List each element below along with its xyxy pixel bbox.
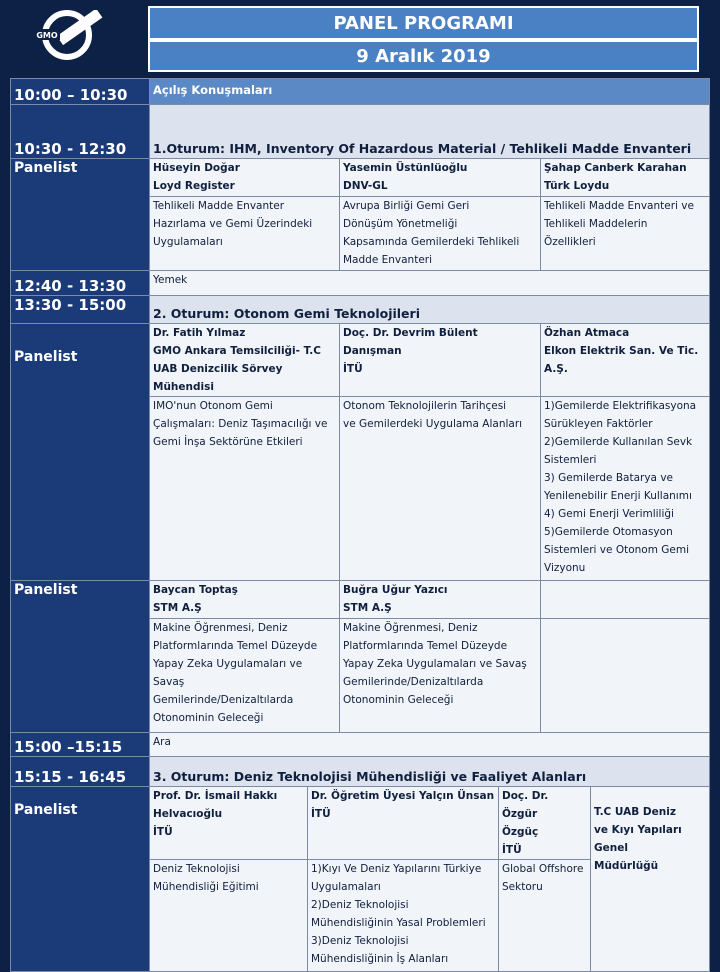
topic-4-1: Deniz Teknolojisi Mühendisliği Eğitimi	[150, 860, 308, 972]
panelist-4-3: Doç. Dr. Özgür Özgüç İTÜ	[499, 787, 591, 860]
panelist-1-1: Hüseyin Doğar Loyd Register	[150, 159, 340, 197]
panelist-2-1: Dr. Fatih Yılmaz GMO Ankara Temsilciliği- T.C UAB Denizcilik Sörvey Mühendisi	[150, 324, 340, 397]
row-opening	[11, 79, 710, 105]
time-session2: 13:30 - 15:00	[11, 296, 150, 324]
topic-4-3: Global Offshore Sektoru	[499, 860, 591, 972]
topic-3-1: Makine Öğrenmesi, Deniz Platformlarında Temel Düzeyde Yapay Zeka Uygulamaları ve Savaş Gemilerinde/Denizaltılarda Otonominin Geleceği	[150, 619, 340, 733]
opening-title: Açılış Konuşmaları	[150, 79, 710, 105]
time-lunch: 12:40 - 13:30	[11, 271, 150, 296]
time-opening: 10:00 – 10:30	[11, 79, 150, 105]
break-title: Ara	[150, 733, 710, 757]
lunch-title: Yemek	[150, 271, 710, 296]
schedule-table	[10, 78, 710, 972]
topic-4-2: 1)Kıyı Ve Deniz Yapılarını Türkiye Uygulamaları 2)Deniz Teknolojisi Mühendisliğinin Yasal Problemleri 3)Deniz Teknolojisi Mühendisliğinin İş Alanları	[308, 860, 499, 972]
panelist-4-4: T.C UAB Deniz ve Kıyı Yapıları Genel Müdürlüğü	[591, 787, 710, 972]
row-session2-head	[11, 296, 710, 324]
panelist-2-3: Özhan Atmaca Elkon Elektrik San. Ve Tic. A.Ş.	[541, 324, 710, 397]
time-break: 15:00 –15:15	[11, 733, 150, 757]
row-break	[11, 733, 710, 757]
topic-1-1: Tehlikeli Madde Envanter Hazırlama ve Gemi Üzerindeki Uygulamaları	[150, 197, 340, 271]
panelist-label-3: Panelist	[11, 581, 150, 733]
panelist-label-4: Panelist	[11, 787, 150, 972]
topic-1-3: Tehlikeli Madde Envanteri ve Tehlikeli Maddelerin Özellikleri	[541, 197, 710, 271]
time-session3: 15:15 - 16:45	[11, 757, 150, 787]
panelist-3-2: Buğra Uğur Yazıcı STM A.Ş	[340, 581, 541, 619]
topic-3-3-empty	[541, 619, 710, 733]
topic-2-1: IMO'nun Otonom Gemi Çalışmaları: Deniz Taşımacılığı ve Gemi İnşa Sektörüne Etkileri	[150, 397, 340, 581]
program-title: PANEL PROGRAMI	[148, 6, 699, 40]
program-date: 9 Aralık 2019	[148, 40, 699, 72]
panelist-label-2: Panelist	[11, 324, 150, 581]
panelist-2-2: Doç. Dr. Devrim Bülent Danışman İTÜ	[340, 324, 541, 397]
row-session3-head	[11, 757, 710, 787]
session2-title: 2. Oturum: Otonom Gemi Teknolojileri	[150, 296, 710, 324]
topic-2-2: Otonom Teknolojilerin Tarihçesi ve Gemilerdeki Uygulama Alanları	[340, 397, 541, 581]
row-session1-panelists	[11, 159, 710, 197]
svg-text:GMO: GMO	[36, 31, 58, 40]
session3-title: 3. Oturum: Deniz Teknolojisi Mühendisliği ve Faaliyet Alanları	[150, 757, 710, 787]
topic-1-2: Avrupa Birliği Gemi Geri Dönüşüm Yönetmeliği Kapsamında Gemilerdeki Tehlikeli Madde Envanteri	[340, 197, 541, 271]
topic-2-3: 1)Gemilerde Elektrifikasyona Sürükleyen Faktörler 2)Gemilerde Kullanılan Sevk Sistemleri 3) Gemilerde Batarya ve Yenilenebilir Enerji Kullanımı 4) Gemi Enerji Verimliliği 5)Gemilerde Otomasyon Sistemleri ve Otonom Gemi Vizyonu	[541, 397, 710, 581]
row-lunch	[11, 271, 710, 296]
topic-3-2: Makine Öğrenmesi, Deniz Platformlarında Temel Düzeyde Yapay Zeka Uygulamaları ve Savaş Gemilerinde/Denizaltılarda Otonominin Geleceği	[340, 619, 541, 733]
panelist-label-1: Panelist	[11, 159, 150, 271]
panelist-4-1: Prof. Dr. İsmail Hakkı Helvacıoğlu İTÜ	[150, 787, 308, 860]
gmo-logo	[28, 10, 106, 60]
panelist-4-2: Dr. Öğretim Üyesi Yalçın Ünsan İTÜ	[308, 787, 499, 860]
row-session1-head	[11, 105, 710, 159]
panelist-1-3: Şahap Canberk Karahan Türk Loydu	[541, 159, 710, 197]
panelist-1-2: Yasemin Üstünlüoğlu DNV-GL	[340, 159, 541, 197]
panelist-3-3-empty	[541, 581, 710, 619]
time-session1: 10:30 - 12:30	[11, 105, 150, 159]
row-session2b-panelists	[11, 581, 710, 619]
session1-title: 1.Oturum: IHM, Inventory Of Hazardous Material / Tehlikeli Madde Envanteri	[150, 105, 710, 159]
panelist-3-1: Baycan Toptaş STM A.Ş	[150, 581, 340, 619]
row-session3-panelists	[11, 787, 710, 860]
row-session2-panelists	[11, 324, 710, 397]
